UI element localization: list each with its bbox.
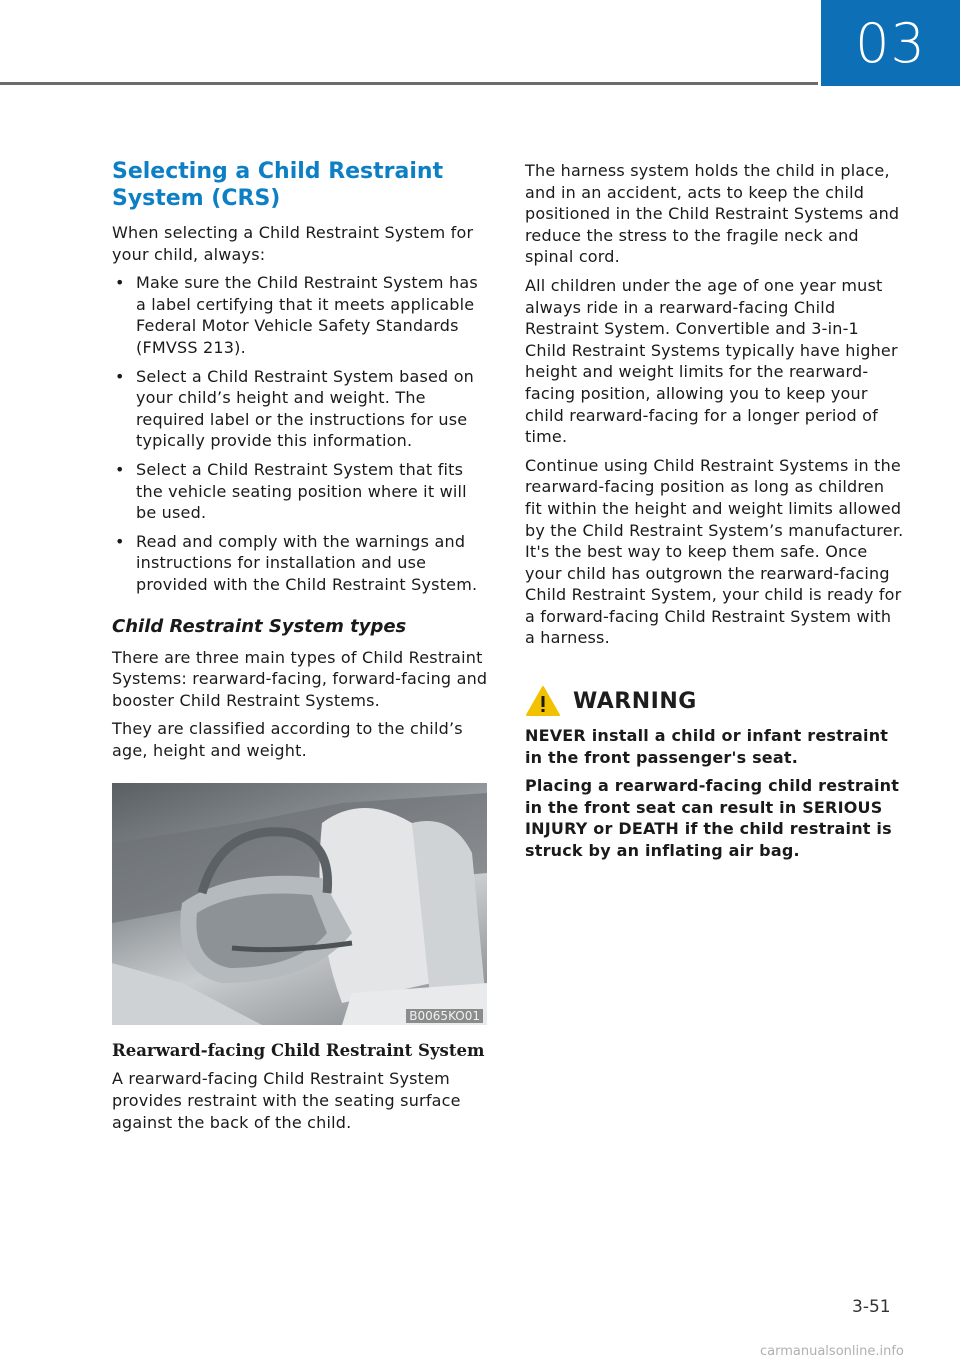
watermark: carmanualsonline.info [760, 1344, 904, 1359]
list-item: • Read and comply with the warnings and instructions for installation and use provided with the Child Restraint System. [112, 531, 488, 596]
under-one-paragraph: All children under the age of one year must always ride in a rearward-facing Child Restraint System. Convertible and 3-in-1 Child Restraint Systems typically have higher height and weight limits for the rearward-facing position, allowing you to keep your child rearward-facing for a longer period of time. [525, 275, 898, 447]
right-column [525, 160, 905, 869]
chapter-tab: 03 [821, 0, 960, 86]
left-column [112, 158, 488, 1140]
harness-paragraph: The harness system holds the child in place, and in an accident, acts to keep the child positioned in the Child Restraint Systems and reduce the stress to the fragile neck and spinal cord. [525, 161, 900, 267]
car-seat-drawing [112, 783, 487, 1025]
list-item: • Select a Child Restraint System based on your child’s height and weight. The required label or the instructions for use typically provide this information. [112, 366, 488, 452]
warning-title: WARNING [573, 688, 697, 714]
warning-text: NEVER install a child or infant restraint in the front passenger's seat. [525, 726, 889, 767]
classification-paragraph: They are classified according to the child’s age, height and weight. [112, 719, 463, 760]
child-seat-illustration [112, 783, 487, 1025]
figure-caption: Rearward-facing Child Restraint System [112, 1041, 485, 1061]
page-number: 3-51 [852, 1297, 891, 1317]
caption-description: A rearward-facing Child Restraint System provides restraint with the seating surface against the back of the child. [112, 1069, 461, 1132]
requirement-list [112, 272, 488, 595]
list-item: • Make sure the Child Restraint System has a label certifying that it meets applicable Federal Motor Vehicle Safety Standards (FMVSS 213). [112, 272, 488, 358]
section-title: Selecting a Child Restraint System (CRS) [112, 159, 444, 211]
types-subtitle: Child Restraint System types [112, 615, 407, 637]
warning-header [525, 685, 905, 717]
warning-text: Placing a rearward-facing child restraint in the front seat can result in SERIOUS INJURY or DEATH if the child restraint is struck by an inflating air bag. [525, 776, 900, 861]
warning-triangle-icon [525, 685, 561, 717]
types-paragraph: There are three main types of Child Restraint Systems: rearward-facing, forward-facing and booster Child Restraint Systems. [112, 647, 488, 710]
list-item: • Select a Child Restraint System that fits the vehicle seating position where it will be used. [112, 459, 488, 524]
header-rule [0, 82, 818, 85]
continue-paragraph: Continue using Child Restraint Systems in the rearward-facing position as long as children fit within the height and weight limits allowed by the Child Restraint System’s manufacturer. It's the best way to keep them safe. Once your child has outgrown the rearward-facing Child Restraint System, your child is ready for a forward-facing Child Restraint System with a harness. [525, 455, 904, 648]
intro-paragraph: When selecting a Child Restraint System for your child, always: [112, 223, 474, 264]
figure-code: B0065KO01 [406, 1009, 483, 1023]
